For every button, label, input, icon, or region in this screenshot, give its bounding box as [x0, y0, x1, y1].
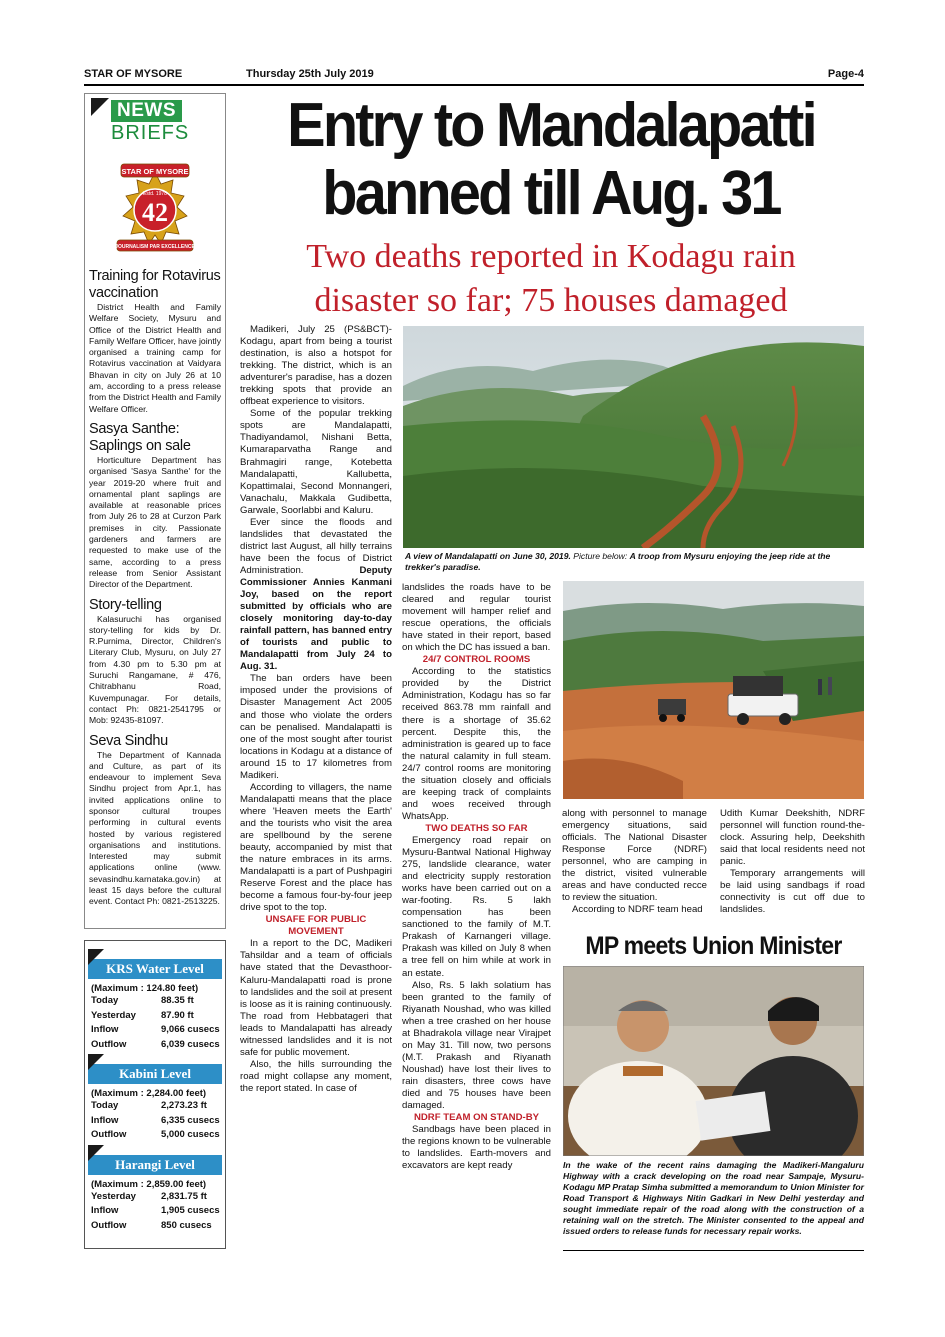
- paragraph: Also, the hills surrounding the road might collapse any moment, the report stated. In case of: [240, 1058, 392, 1094]
- level-key: Today: [91, 1100, 119, 1111]
- news-briefs-column: [84, 93, 226, 929]
- level-value: 1,905 cusecs: [161, 1205, 220, 1216]
- emblem-estd: Estd. 1978: [143, 191, 167, 197]
- subheading: 24/7 CONTROL ROOMS: [422, 654, 531, 666]
- caption-rule: [563, 1250, 864, 1251]
- issue-date: Thursday 25th July 2019: [246, 68, 374, 80]
- level-key: Yesterday: [91, 1009, 136, 1021]
- header-rule: [84, 84, 864, 86]
- emblem-top-text: STAR OF MYSORE: [121, 167, 189, 176]
- level-value: 88.35 ft: [161, 995, 194, 1006]
- briefs-title-news: NEWS: [111, 100, 182, 122]
- level-value: 2,273.23 ft: [161, 1100, 207, 1111]
- briefs-title-briefs: BRIEFS: [111, 122, 190, 144]
- subheading: TWO DEATHS SO FAR: [425, 822, 528, 834]
- mp-meeting-photo: [563, 966, 864, 1156]
- deck-line-1: Two deaths reported in Kodagu rain: [306, 238, 796, 275]
- level-value: 6,335 cusecs: [161, 1114, 220, 1126]
- photo-caption: [405, 551, 864, 573]
- page-header: [84, 68, 864, 82]
- brief-title: Training for Rotavirus vaccination: [89, 268, 221, 301]
- brief-text: Kalasuruchi has organised story-telling for kids by Dr. R.Purnima, Director, Children's Literary Club, Mysuru, on July 27 from 4.30 pm to 5.30 pm at Suruchi Rangamane, # 476, Chitrabhanu Road, Kuvempunagar. For details, contact Ph: 0821-2541795 or Mob: 92435-81097.: [89, 613, 221, 726]
- level-value: 9,066 cusecs: [161, 1024, 220, 1035]
- level-row: [88, 1128, 222, 1143]
- subheading: NDRF TEAM ON STAND-BY: [413, 1112, 540, 1124]
- paragraph: Temporary arrangements will be laid using sandbags if road connectivity is cut off due to landslides.: [720, 868, 865, 916]
- level-value: 87.90 ft: [161, 1009, 194, 1021]
- subheading: UNSAFE FOR PUBLIC MOVEMENT: [265, 914, 367, 938]
- level-title-bar: [88, 1155, 222, 1175]
- level-row: [88, 1009, 222, 1024]
- deck-line-2: disaster so far; 75 houses damaged: [314, 282, 788, 319]
- paragraph: Udith Kumar Deekshith, NDRF personnel will function round-the-clock. Assuring help, Deekshith said that local residents need not panic.: [720, 808, 865, 868]
- level-row: [88, 1219, 222, 1234]
- caption-bold-text: A view of Mandalapatti on June 30, 2019.: [405, 551, 571, 561]
- level-title: KRS Water Level: [106, 961, 204, 976]
- level-title-bar: [88, 959, 222, 979]
- main-headline: [260, 92, 842, 228]
- level-row: [88, 1204, 222, 1219]
- paragraph: In a report to the DC, Madikeri Tahsildar and a team of officials have stated that the Devasthoor-Kaluru-Mandalapatti road is prone to landslides and the soil at present is loose as it is raining continuously. The road from Hebbatageri that leads to Mandalapatti has already witnessed landslides and it is not safe for public movement.: [240, 938, 392, 1058]
- level-maximum: (Maximum : 2,859.00 feet): [91, 1178, 207, 1190]
- paragraph: According to NDRF team head: [572, 904, 703, 916]
- level-key: Outflow: [91, 1038, 127, 1050]
- level-row: [88, 994, 222, 1009]
- anniversary-emblem: [107, 158, 203, 262]
- level-maximum: (Maximum : 124.80 feet): [91, 983, 199, 994]
- brief-text: The Department of Kannada and Culture, as part of its endeavour to implement Seva Sindhu project from Apr.1, has invited applications online to sponsor cultural troupes performing in cultural events hosted by various registered organisations and institutions. Interested may submit applications online (www. sevasindhu.karnataka.gov.in) at least 15 days before the cultural event. Contact Ph: 0821-2513225.: [89, 749, 221, 907]
- paragraph: Some of the popular trekking spots are Mandalapatti, Thadiyandamol, Nishani Betta, Kumaraparvatha Range and Brahmagiri range, Kotebetta Mandalapatti, Kallubetta, Kopattimalai, Second Monnangeri, Vanachalu, Makkala Gudibetta, Garwale, Soorlabbi and Kaluru.: [240, 408, 392, 516]
- level-key: Outflow: [91, 1219, 127, 1231]
- caption-bold-text: A troop from Mysuru enjoying the jeep ride at the trekker's paradise.: [405, 551, 831, 572]
- article-column-2: [402, 582, 551, 1172]
- paragraph: landslides the roads have to be cleared and regular tourist movement will hamper relief and rescue operations, the officials have stated in their report, based on which the DC has issued a ban.: [402, 582, 551, 654]
- level-row: [88, 1099, 222, 1114]
- article-column-4: [720, 808, 865, 916]
- level-row: [88, 1038, 222, 1053]
- page-number: Page-4: [827, 68, 864, 80]
- mandalapatti-photo: [403, 326, 864, 548]
- brief-text: Horticulture Department has organised 'Sasya Santhe' for the year 2019-20 where fruit and ornamental plant saplings are available at reasonable prices from July 26 to 28 at Curzon Park premises in city. Passionate gardeners and farmers are requested to make use of the same, according to a press release from Senior Assistant Director of the Department.: [89, 454, 221, 590]
- level-key: Yesterday: [91, 1190, 136, 1202]
- article-column-3: [562, 808, 707, 916]
- paragraph: The ban orders have been imposed under the provisions of Disaster Management Act 2005 and those who violate the orders can be penalised. Mandalapatti is one of the most sought after tourist locations in Kodagu at a distance of around 15 to 17 kilometres from Madikeri.: [240, 673, 392, 781]
- paragraph-bold-text: Deputy Commissioner Annies Kanmani Joy, based on the report submitted by officials who are closely monitoring day-to-day rainfall pattern, has banned entry of tourists and public to Mandalapatti from July 24 to Aug. 31.: [240, 564, 392, 673]
- emblem-number: 42: [142, 198, 168, 227]
- level-value: 5,000 cusecs: [161, 1129, 220, 1140]
- mp-story-headline: MP meets Union Minister: [585, 932, 842, 960]
- paragraph: along with personnel to manage emergency situations, said officials. The National Disaster Response Force (NDRF) personnel, who are camping in the district, visited vulnerable areas and have conducted recce to review the situation.: [562, 808, 707, 904]
- mp-photo-caption: In the wake of the recent rains damaging the Madikeri-Mangaluru Highway with a crack developing on the road near Sampaje, Mysuru-Kodagu MP Pratap Simha submitted a memorandum to Union Minister for Road Transport & Highways Nitin Gadkari in New Delhi yesterday and sought immediate repair of the road along with the construction of a retaining wall on the stretch. The Minister consented to the appeal and issued orders to release funds for necessary repair works.: [563, 1160, 864, 1236]
- brief-text: District Health and Family Welfare Society, Mysuru and Office of the District Health and Family Welfare Officer, have jointly organised a training camp for Rotavirus vaccination at Vaidyara Bhavan in city on July 26 at 10 am, according to a press release from the District Health and Family Welfare Officer.: [89, 302, 221, 414]
- level-key: Outflow: [91, 1129, 127, 1140]
- level-key: Today: [91, 995, 119, 1006]
- emblem-bottom-text: JOURNALISM PAR EXCELLENCE: [115, 244, 195, 250]
- sub-headline: [238, 235, 864, 323]
- level-title-bar: [88, 1064, 222, 1084]
- level-key: Inflow: [91, 1205, 119, 1216]
- water-levels-box: [84, 940, 226, 1249]
- article-column-1: [240, 324, 392, 1095]
- paragraph: According to the statistics provided by the District Administration, Kodagu has so far received 863.78 mm rainfall and there is a shortage of 35.62 percent. Despite this, the administration is geared up to face the natural calamity in full steam. 24/7 control rooms are monitoring the situation closely and officials are keeping track of complaints and woes received through WhatsApp.: [402, 666, 551, 822]
- level-row: [88, 1023, 222, 1038]
- level-maximum: (Maximum : 2,284.00 feet): [91, 1088, 207, 1099]
- level-key: Inflow: [91, 1024, 119, 1035]
- paragraph: [240, 517, 392, 674]
- jeep-ride-photo: [563, 581, 864, 799]
- briefs-heading: [85, 94, 225, 154]
- headline-line-2: banned till Aug. 31: [322, 159, 780, 228]
- level-row: [88, 1190, 222, 1205]
- level-value: 850 cusecs: [161, 1219, 212, 1231]
- corner-triangle-icon: [88, 1145, 104, 1161]
- headline-line-1: Entry to Mandalapatti: [287, 91, 815, 160]
- level-value: 2,831.75 ft: [161, 1190, 207, 1202]
- level-title: Harangi Level: [115, 1156, 195, 1172]
- level-key: Inflow: [91, 1114, 119, 1126]
- paragraph: Madikeri, July 25 (PS&BCT)- Kodagu, apart from being a tourist destination, is also a hotspot for trekking. The district, which is an adventurer's paradise, has a dozen trekking spots that provide an offbeat experience to visitors.: [240, 324, 392, 408]
- corner-triangle-icon: [91, 98, 109, 116]
- paragraph: Emergency road repair on Mysuru-Bantwal National Highway 275, landslide clearance, water and electricity supply restoration works have been carried out on a war-footing. Rs. 5 lakh compensation has been sanctioned to the family of M.T. Prakash of Karnangeri village. Prakash was killed on July 8 when a tree fell on him while at work in an estate.: [402, 834, 551, 979]
- paragraph: Sandbags have been placed in the regions known to be vulnerable to landslides. Earth-movers and excavators are kept ready: [402, 1124, 551, 1172]
- level-title: Kabini Level: [119, 1066, 191, 1081]
- corner-triangle-icon: [88, 1054, 104, 1070]
- caption-regular-text: Picture below:: [570, 551, 630, 561]
- paper-name: STAR OF MYSORE: [84, 68, 183, 80]
- brief-title: Sasya Santhe: Saplings on sale: [89, 420, 191, 454]
- level-row: [88, 1114, 222, 1129]
- brief-title: Seva Sindhu: [89, 732, 168, 749]
- paragraph: According to villagers, the name Mandalapatti means that the place where 'Heaven meets the Earth' and the tourists who visit the area are spellbound by the serene beauty, accompanied by mist that the nature embraces in its arms. Mandalapatti is a part of Pushpagiri Reserve Forest and the place has become a famous four-by-four jeep drive spot to the top.: [240, 781, 392, 914]
- paragraph-text: Ever since the floods and landslides that devastated the district last August, all hilly terrains have been the focus of District Administration.: [240, 516, 392, 576]
- level-value: 6,039 cusecs: [161, 1038, 220, 1050]
- brief-title: Story-telling: [89, 596, 162, 613]
- corner-triangle-icon: [88, 949, 104, 965]
- paragraph: Also, Rs. 5 lakh solatium has been granted to the family of Riyanath Noushad, who was killed when a tree crashed on her house at Bhadrakola village near Virajpet on May 31. Till now, two persons (M.T. Prakash and Riyanath Noushad) have lost their lives to rain disasters, three cows have died and 75 houses have been damaged.: [402, 979, 551, 1112]
